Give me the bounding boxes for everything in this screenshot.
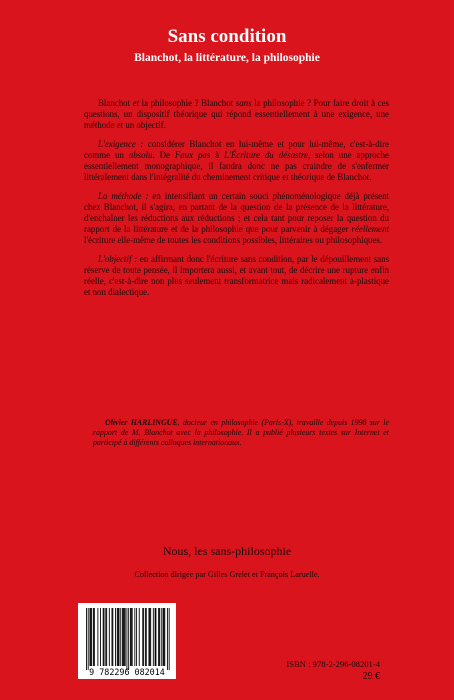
barcode-bar	[112, 608, 113, 666]
blurb-paragraph-objectif	[84, 254, 389, 298]
text-run: Blanchot	[98, 98, 133, 108]
blurb-paragraph-exigence	[84, 139, 389, 183]
barcode-bar	[122, 608, 123, 666]
text-run: l'écriture elle-même de toutes les conditions possibles, littéraires ou philosophiques.	[84, 235, 383, 245]
barcode-bar	[104, 608, 105, 666]
barcode-bar	[150, 608, 151, 666]
barcode-bar	[139, 608, 140, 666]
barcode-bar	[131, 608, 132, 666]
barcode-bar	[156, 608, 157, 666]
blurb-paragraph-methode	[84, 191, 389, 246]
barcode-bar	[164, 608, 165, 666]
text-run: la philosophie ? Pour faire droit à ces questions, un dispositif théorique qui répond essentiellement à une exigence, une méthode et un objectif.	[84, 98, 389, 130]
text-run: considérer Blanchot en lui-même et pour lui-même, c'est-à-dire comme un	[84, 139, 390, 160]
barcode-bar	[132, 608, 133, 666]
author-bio-text: , docteur en philosophie (Paris-X), travaille depuis 1998 sur le rapport de M. Blanchot avec la philosophie. Il a publié plusieurs textes sur Internet et participé à différents colloques internationaux.	[93, 418, 389, 447]
barcode-bar	[90, 608, 91, 666]
barcode-bars	[86, 608, 170, 670]
book-reference: Faux pas	[174, 150, 211, 160]
barcode-bar	[88, 608, 89, 670]
barcode-bar	[120, 608, 121, 666]
barcode-bar	[126, 608, 127, 670]
barcode-bar	[106, 608, 107, 666]
section-label: L'exigence :	[98, 139, 144, 149]
barcode-graphic	[78, 603, 176, 679]
blurb	[84, 98, 389, 306]
text-run-italic: et	[132, 98, 140, 108]
barcode-bar	[123, 608, 124, 666]
barcode-bar	[109, 608, 110, 666]
barcode-bar	[97, 608, 98, 666]
barcode-bar	[146, 608, 147, 666]
barcode-bar	[112, 608, 113, 666]
barcode-bar	[125, 608, 126, 666]
author-bio	[93, 418, 389, 448]
barcode-bar	[117, 608, 118, 666]
price: 29 €	[362, 671, 380, 682]
barcode-bar	[118, 608, 119, 666]
book-subtitle: Blanchot, la littérature, la philosophie	[134, 52, 320, 64]
barcode-digits: 9 782296 082014	[89, 667, 165, 677]
text-run: , selon une approche essentiellement monographique, il faudra donc ne pas craindre de s'enfermer littéralement dans l'intégralité du cheminement critique et théorique de Blanchot.	[84, 150, 389, 182]
barcode-bar	[119, 608, 120, 666]
text-run: . De	[152, 150, 175, 160]
barcode-bar	[128, 608, 129, 670]
barcode-bar	[134, 608, 135, 666]
text-run: en intensifiant un certain souci phénoménologique déjà présent chez Blanchot, il s'agira, en partant de la question de la présence de la littérature, d'enchaîner les réductions aux réductions ; et cela tant pour reposer la question du rapport de la littérature et de la philosophie que pour parvenir à dégager	[84, 191, 389, 234]
series-editors: Collection dirigée par Gilles Grelet et François Laruelle.	[134, 570, 320, 579]
barcode-bar	[115, 608, 116, 666]
barcode-bar	[167, 608, 168, 670]
barcode-bar	[143, 608, 144, 666]
barcode-bar	[103, 608, 104, 666]
barcode-bar	[148, 608, 149, 666]
barcode-bar	[159, 608, 160, 666]
text-run-italic: absolu	[128, 150, 153, 160]
barcode-bar	[163, 608, 164, 666]
text-run: en affirmant donc l'écriture sans condition, par le dépouillement sans réserve de toute pensée, il importera aussi, et avant tout, de décrire une rupture enfin réelle, c'est-à-dire non plus seulement transformatrice mais radicalement a-plastique et non dialectique.	[84, 254, 390, 297]
section-label: L'objectif :	[98, 254, 138, 264]
barcode-bar	[163, 608, 164, 666]
text-run-italic: réellement	[351, 224, 389, 234]
barcode-bar	[169, 608, 170, 670]
barcode-bar	[91, 608, 92, 666]
barcode-bar	[100, 608, 101, 666]
barcode-bar	[105, 608, 106, 666]
barcode-bar	[93, 608, 94, 666]
barcode-bar	[136, 608, 137, 666]
barcode-bar	[124, 608, 125, 666]
text-run: la philosophie ? Blanchot	[139, 98, 236, 108]
barcode-bar	[86, 608, 87, 670]
blurb-paragraph-intro	[84, 98, 389, 131]
text-run: à	[210, 150, 225, 160]
book-title: Sans condition	[167, 26, 287, 47]
section-label: La méthode :	[98, 191, 149, 201]
barcode-bar	[94, 608, 95, 666]
barcode-bar	[149, 608, 150, 666]
barcode-bar	[142, 608, 143, 666]
isbn: ISBN : 978-2-296-08201-4	[286, 659, 380, 669]
barcode-bar	[130, 608, 131, 666]
barcode-bar	[90, 608, 91, 666]
series-title: Nous, les sans-philosophie	[162, 544, 292, 558]
author-name: Olivier HARLINGUE	[105, 418, 178, 427]
text-run-italic: sans	[235, 98, 252, 108]
barcode-bar	[161, 608, 162, 666]
barcode-bar	[158, 608, 159, 666]
barcode-bar	[155, 608, 156, 666]
book-reference: L'Écriture du désastre	[224, 150, 309, 160]
barcode-bar	[145, 608, 146, 666]
barcode	[78, 603, 176, 679]
barcode-bar	[153, 608, 154, 666]
